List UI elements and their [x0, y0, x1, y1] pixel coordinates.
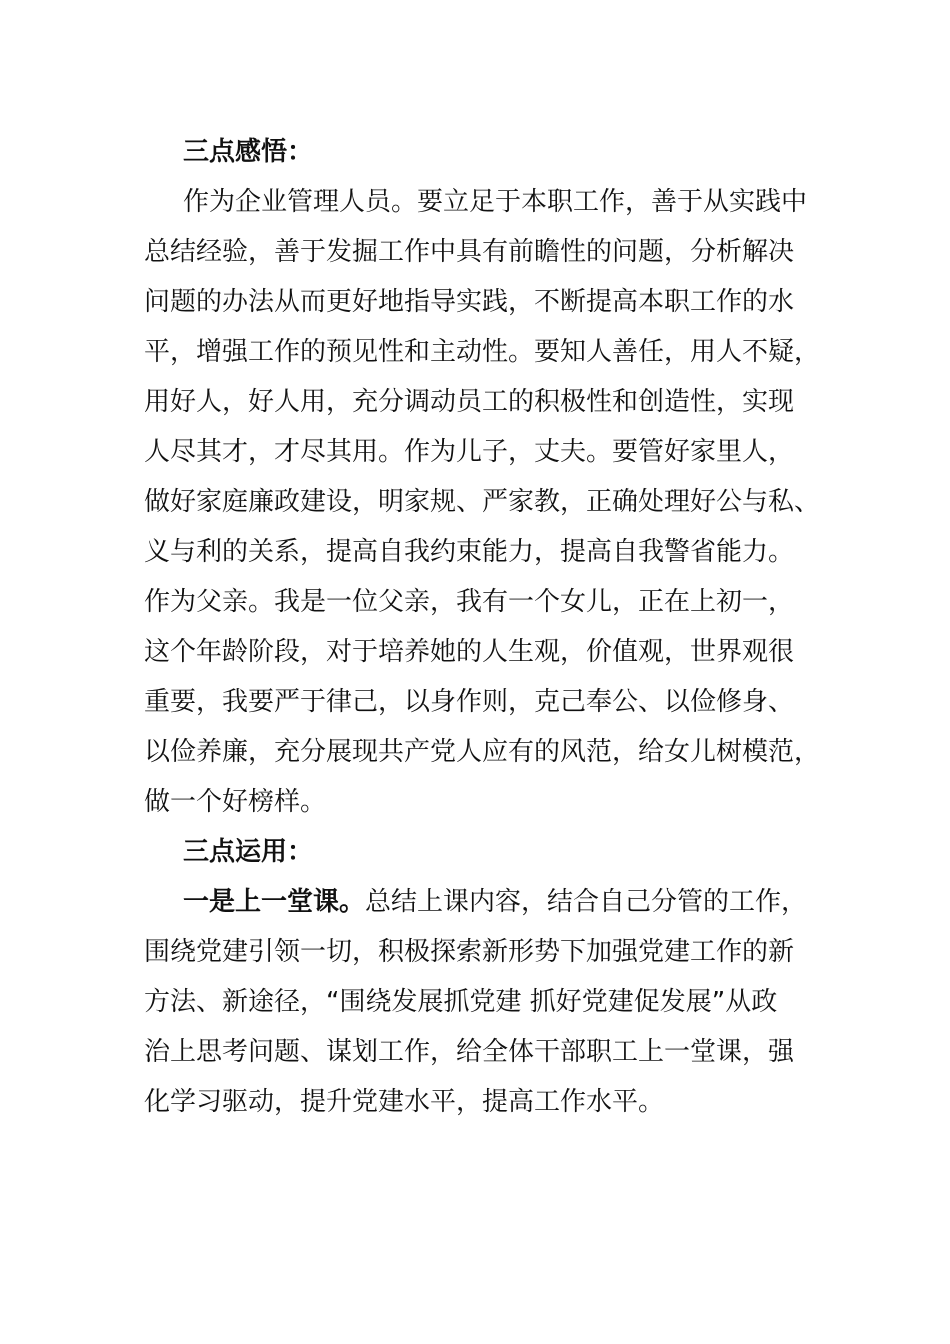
paragraph-line: 作为企业管理人员。要立足于本职工作，善于从实践中 — [183, 187, 808, 217]
paragraph-line: 人尽其才，才尽其用。作为儿子，丈夫。要管好家里人， — [144, 437, 795, 467]
paragraph-line: 义与利的关系，提高自我约束能力，提高自我警省能力。 — [144, 537, 795, 567]
paragraph-line: 方法、新途径，“围绕发展抓党建 抓好党建促发展”从政 — [144, 987, 778, 1017]
lead-rest: 总结上课内容，结合自己分管的工作， — [365, 887, 808, 917]
paragraph-line: 作为父亲。我是一位父亲，我有一个女儿，正在上初一， — [144, 587, 795, 617]
paragraph-line: 化学习驱动，提升党建水平，提高工作水平。 — [144, 1087, 665, 1117]
paragraph-line: 用好人，好人用，充分调动员工的积极性和创造性，实现 — [144, 387, 795, 417]
paragraph-line: 做好家庭廉政建设，明家规、严家教，正确处理好公与私、 — [144, 487, 821, 517]
heading-applications: 三点运用： — [183, 837, 314, 867]
lead-phrase: 一是上一堂课。 — [183, 887, 366, 917]
heading-insights: 三点感悟： — [183, 137, 314, 167]
paragraph-line-lead — [183, 885, 950, 919]
paragraph-line: 问题的办法从而更好地指导实践，不断提高本职工作的水 — [144, 287, 795, 317]
paragraph-line: 这个年龄阶段，对于培养她的人生观，价值观，世界观很 — [144, 637, 795, 667]
paragraph-line: 做一个好榜样。 — [144, 787, 327, 817]
paragraph-line: 总结经验，善于发掘工作中具有前瞻性的问题，分析解决 — [144, 237, 795, 267]
paragraph-line: 平，增强工作的预见性和主动性。要知人善任，用人不疑， — [144, 337, 821, 367]
paragraph-line: 治上思考问题、谋划工作，给全体干部职工上一堂课，强 — [144, 1037, 795, 1067]
paragraph-line: 围绕党建引领一切，积极探索新形势下加强党建工作的新 — [144, 937, 795, 967]
paragraph-line: 重要，我要严于律己，以身作则，克己奉公、以俭修身、 — [144, 687, 795, 717]
paragraph-line: 以俭养廉，充分展现共产党人应有的风范，给女儿树模范， — [144, 737, 821, 767]
